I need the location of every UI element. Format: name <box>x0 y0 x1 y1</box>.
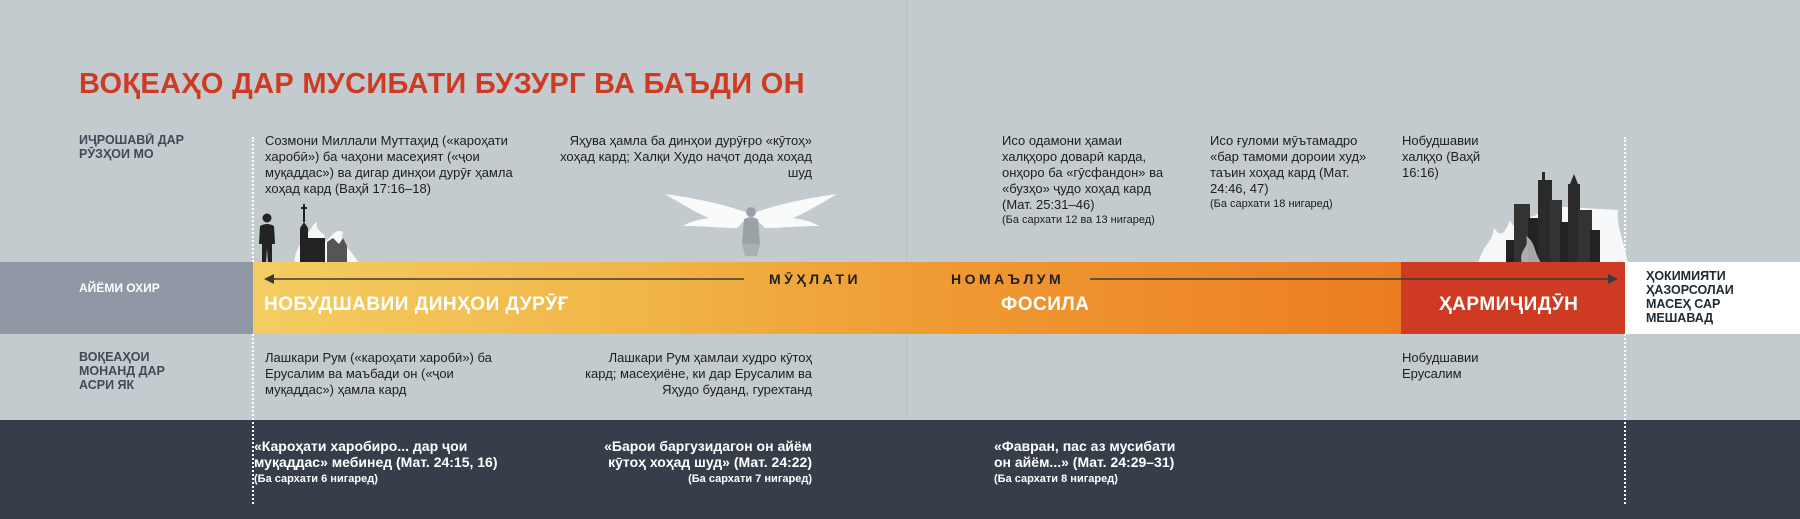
event-faithful-slave <box>1210 133 1380 211</box>
event-attack-cut-short <box>560 133 812 181</box>
quote-text: «Кароҳати харобиро... дар ҷои муқаддас» мебинед (Мат. 24:15, 16) <box>254 438 498 470</box>
soldier-silhouette-icon <box>259 214 275 265</box>
quote-note: (Ба сархати 6 нигаред) <box>254 473 378 485</box>
phase-false-religion: НОБУДШАВИИ ДИНҲОИ ДУРӮҒ <box>264 294 569 315</box>
period-label-right: НОМАЪЛУМ <box>951 271 1065 287</box>
row-label-last-days: АЙЁМИ ОХИР <box>79 281 160 295</box>
event-text: Яҳува ҳамла ба динҳои дурӯғро «кӯтоҳ» хоҳад кард; Халқи Худо наҷот дода хоҳад шуд <box>560 133 812 180</box>
arrow-left-icon <box>264 274 274 284</box>
angel-icon <box>665 192 837 256</box>
period-label-left: МӮҲЛАТИ <box>769 271 862 287</box>
arrow-right-icon <box>1608 274 1618 284</box>
quote-note: (Ба сархати 7 нигаред) <box>688 473 812 485</box>
timeline-marker-end <box>1624 137 1626 262</box>
last-days-band <box>0 262 253 334</box>
event-text: Исо одамони ҳамаи халқҳоро доварӣ карда, онҳоро ба «гӯсфандон» ва «бузҳо» ҷудо хоҳад кард (Мат. 25:31–46) <box>1002 133 1164 212</box>
first-century-event-withdraw <box>575 350 812 398</box>
event-text: Лашкари Рум ҳамлаи худро кӯтоҳ кард; масеҳиёне, ки дар Ерусалим ва Яҳудо буданд, гурехтанд <box>585 350 812 397</box>
burning-church-scene <box>255 198 365 264</box>
event-text: Нобудшавии халқҳо (Ваҳй 16:16) <box>1402 133 1481 180</box>
event-note: (Ба сархати 18 нигаред) <box>1210 198 1333 210</box>
millennium-label: ҲОКИМИЯТИ ҲАЗОРСОЛАИ МАСЕҲ САР МЕШАВАД <box>1646 269 1734 325</box>
first-century-event-attack <box>265 350 505 398</box>
quote-text: «Барои баргузидагон он айём кӯтоҳ хоҳад шуд» (Мат. 24:22) <box>604 438 812 470</box>
quote-immediately-after <box>994 438 1184 486</box>
quote-note: (Ба сархати 8 нигаред) <box>994 473 1118 485</box>
quote-days-cut-short <box>590 438 812 486</box>
timeline-marker-start-lower <box>252 334 254 504</box>
quote-disgusting-thing <box>254 438 504 486</box>
burning-city-icon <box>1478 170 1628 264</box>
event-text: Лашкари Рум («кароҳати харобӣ») ба Ерусалим ва маъбади он («ҷои муқаддас») ҳамла кард <box>265 350 492 397</box>
event-text: Созмони Миллали Муттаҳид («кароҳати харобӣ») ба чаҳони масеҳият («ҷои муқаддас») ва дигар динҳои дурӯғ ҳамла хоҳад кард (Ваҳй 17:16–18) <box>265 133 513 196</box>
event-text: Нобудшавии Ерусалим <box>1402 350 1479 381</box>
event-judgment <box>1002 133 1172 227</box>
quote-text: «Фавран, пас аз мусибати он айём...» (Мат. 24:29–31) <box>994 438 1176 470</box>
first-century-event-jerusalem <box>1402 350 1512 382</box>
event-text: Исо ғуломи мӯътамадро «бар тамоми дороии худ» таъин хоҳад кард (Мат. 24:46, 47) <box>1210 133 1367 196</box>
phase-armageddon: ҲАРМИҶИДӮН <box>1439 294 1579 315</box>
timeline-marker-end-lower <box>1624 334 1626 504</box>
event-un-attack <box>265 133 535 197</box>
unknown-period-arrow <box>262 271 1620 287</box>
row-label-first-century: ВОҚЕАҲОИ МОНАНД ДАР АСРИ ЯК <box>79 350 165 392</box>
timeline-marker-start <box>252 137 254 262</box>
event-note: (Ба сархати 12 ва 13 нигаред) <box>1002 214 1155 226</box>
row-label-fulfillment: ИҶРОШАВӢ ДАР РӮЗҲОИ МО <box>79 133 185 161</box>
page-title: ВОҚЕАҲО ДАР МУСИБАТИ БУЗУРГ ВА БАЪДИ ОН <box>79 68 805 100</box>
phase-interval: ФОСИЛА <box>1001 294 1090 315</box>
